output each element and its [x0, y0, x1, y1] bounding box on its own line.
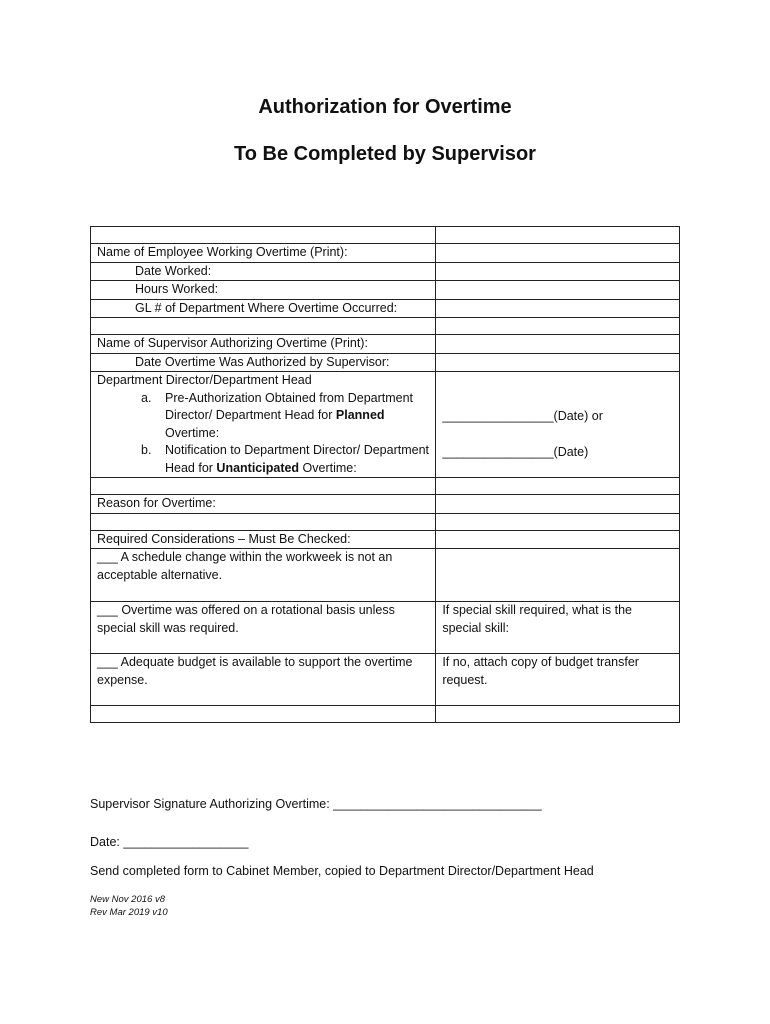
list-marker: a. — [141, 390, 152, 405]
unanticipated-bold: Unanticipated — [216, 460, 300, 475]
form-title: Authorization for Overtime — [258, 96, 512, 118]
revision-note: Rev Mar 2019 v10 — [90, 907, 168, 918]
list-item: a. Pre-Authorization Obtained from Department Director/ Department Head for Planned Overtime: — [141, 390, 414, 440]
authorized-date-label: Date Overtime Was Authorized by Supervisor: — [135, 354, 390, 369]
director-list — [97, 390, 429, 478]
planned-bold: Planned — [335, 408, 385, 422]
planned-date-field[interactable]: ________________(Date) or — [442, 409, 603, 423]
table-row — [91, 372, 680, 478]
date-worked-field[interactable] — [436, 262, 680, 281]
employee-name-label: Name of Employee Working Overtime (Print): — [91, 244, 436, 263]
table-row — [91, 706, 680, 723]
hours-worked-field[interactable] — [436, 281, 680, 300]
signature-line[interactable]: Supervisor Signature Authorizing Overtime: ______________________________ — [90, 797, 542, 811]
version-note: New Nov 2016 v8 — [90, 894, 165, 905]
table-row — [91, 602, 680, 654]
table-row — [91, 227, 680, 244]
special-skill-field[interactable]: If special skill required, what is the special skill: — [436, 602, 680, 654]
table-row — [91, 299, 680, 318]
form-subtitle: To Be Completed by Supervisor — [234, 143, 536, 165]
table-row — [91, 513, 680, 530]
authorization-table — [90, 226, 680, 723]
date-worked-label: Date Worked: — [135, 263, 212, 278]
hours-worked-label: Hours Worked: — [135, 282, 219, 296]
consideration-rotational[interactable]: ___ Overtime was offered on a rotational basis unless special skill was required. — [91, 602, 436, 654]
supervisor-name-field[interactable] — [436, 335, 680, 354]
reason-label: Reason for Overtime: — [91, 495, 436, 514]
consideration-budget[interactable]: ___ Adequate budget is available to support the overtime expense. — [91, 654, 436, 706]
table-row — [91, 318, 680, 335]
date-line[interactable]: Date: __________________ — [90, 835, 249, 849]
supervisor-name-label: Name of Supervisor Authorizing Overtime (Print): — [91, 335, 436, 354]
table-row — [91, 262, 680, 281]
budget-transfer-field[interactable]: If no, attach copy of budget transfer request. — [436, 654, 680, 706]
table-row — [91, 530, 680, 549]
table-row — [91, 335, 680, 354]
employee-name-field[interactable] — [436, 244, 680, 263]
director-heading: Department Director/Department Head — [97, 373, 312, 387]
gl-department-label: GL # of Department Where Overtime Occurred: — [135, 300, 398, 315]
gl-department-field[interactable] — [436, 299, 680, 318]
authorized-date-field[interactable] — [436, 353, 680, 372]
consideration-schedule[interactable]: ___ A schedule change within the workweek is not an acceptable alternative. — [91, 549, 436, 602]
table-row — [91, 495, 680, 514]
table-row — [91, 549, 680, 602]
table-row — [91, 244, 680, 263]
table-row — [91, 654, 680, 706]
list-item: b. Notification to Department Director/ Department Head for Unanticipated Overtime: — [141, 443, 429, 475]
table-row — [91, 353, 680, 372]
send-instructions: Send completed form to Cabinet Member, copied to Department Director/Department Head — [90, 864, 594, 878]
table-row — [91, 281, 680, 300]
reason-field[interactable] — [436, 495, 680, 514]
list-marker: b. — [141, 443, 152, 457]
table-row — [91, 478, 680, 495]
considerations-heading: Required Considerations – Must Be Checked: — [91, 530, 436, 549]
unanticipated-date-field[interactable]: ________________(Date) — [442, 444, 589, 459]
